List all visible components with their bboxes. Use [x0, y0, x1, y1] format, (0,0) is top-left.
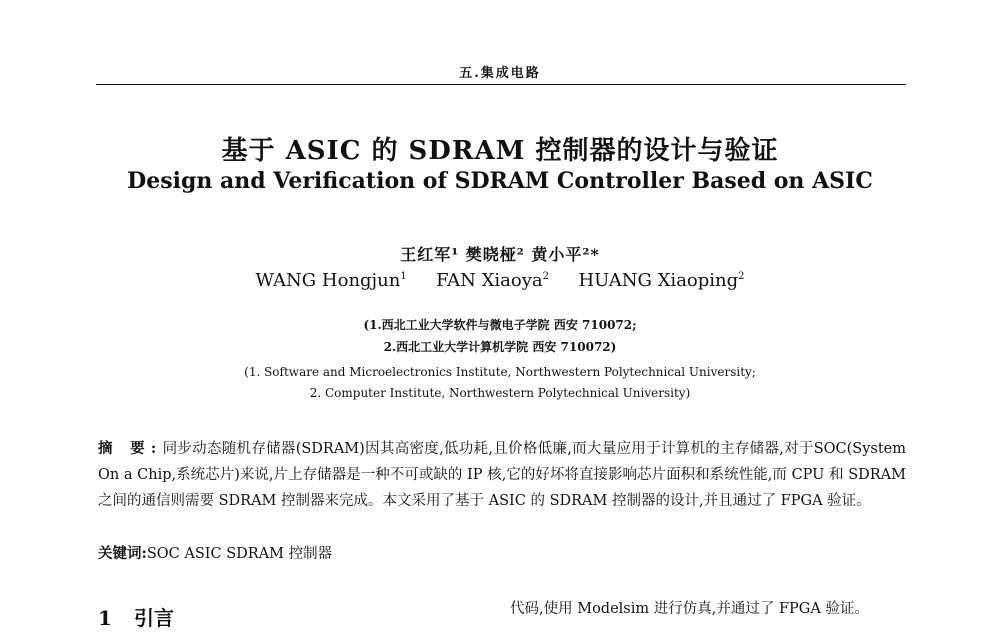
title-english: Design and Verification of SDRAM Controller Based on ASIC — [127, 168, 873, 194]
author-name: HUANG Xiaoping — [578, 270, 739, 291]
affiliation-english-2: 2. Computer Institute, Northwestern Polytechnical University) — [309, 386, 691, 400]
column-two-text: 代码,使用 Modelsim 进行仿真,并通过了 FPGA 验证。 — [510, 601, 869, 617]
author-affiliation-mark: 2 — [738, 271, 745, 282]
keywords-text: SOC ASIC SDRAM 控制器 — [146, 546, 333, 562]
section-title: 引言 — [134, 606, 174, 630]
keywords — [98, 542, 332, 563]
abstract-label: 摘 要: — [98, 440, 163, 457]
authors-english — [0, 270, 1000, 291]
section-number: 1 — [98, 606, 112, 630]
author-name: FAN Xiaoya — [436, 270, 543, 291]
abstract-text: 同步动态随机存储器(SDRAM)因其高密度,低功耗,且价格低廉,而大量应用于计算机的主存储器,对于SOC(System On a Chip,系统芯片)来说,片上存储器是一种不可或缺的 IP 核,它的好坏将直接影响芯片面积和系统性能,而 CPU 和 SDRAM 之间的通信则需要 SDRAM 控制器来完成。本文采用了基于 ASIC 的 SDRAM 控制器的设计,并且通过了 FPGA 验证。 — [98, 441, 906, 509]
affiliation-chinese-2: 2.西北工业大学计算机学院 西安 710072) — [383, 340, 617, 354]
title-chinese: 基于 ASIC 的 SDRAM 控制器的设计与验证 — [221, 136, 779, 166]
author-affiliation-mark: 2 — [542, 271, 549, 282]
running-header: 五.集成电路 — [459, 66, 541, 81]
author-affiliation-mark: 1 — [400, 271, 407, 282]
section-heading — [98, 602, 174, 631]
keywords-label: 关键词: — [98, 545, 147, 562]
header-rule — [96, 84, 906, 85]
authors-chinese: 王红军¹ 樊晓桠² 黄小平²* — [400, 245, 600, 264]
affiliation-english-1: (1. Software and Microelectronics Institute, Northwestern Polytechnical University; — [244, 365, 756, 379]
abstract — [98, 436, 906, 514]
affiliation-chinese-1: (1.西北工业大学软件与微电子学院 西安 710072; — [363, 318, 637, 332]
author-name: WANG Hongjun — [255, 270, 401, 291]
